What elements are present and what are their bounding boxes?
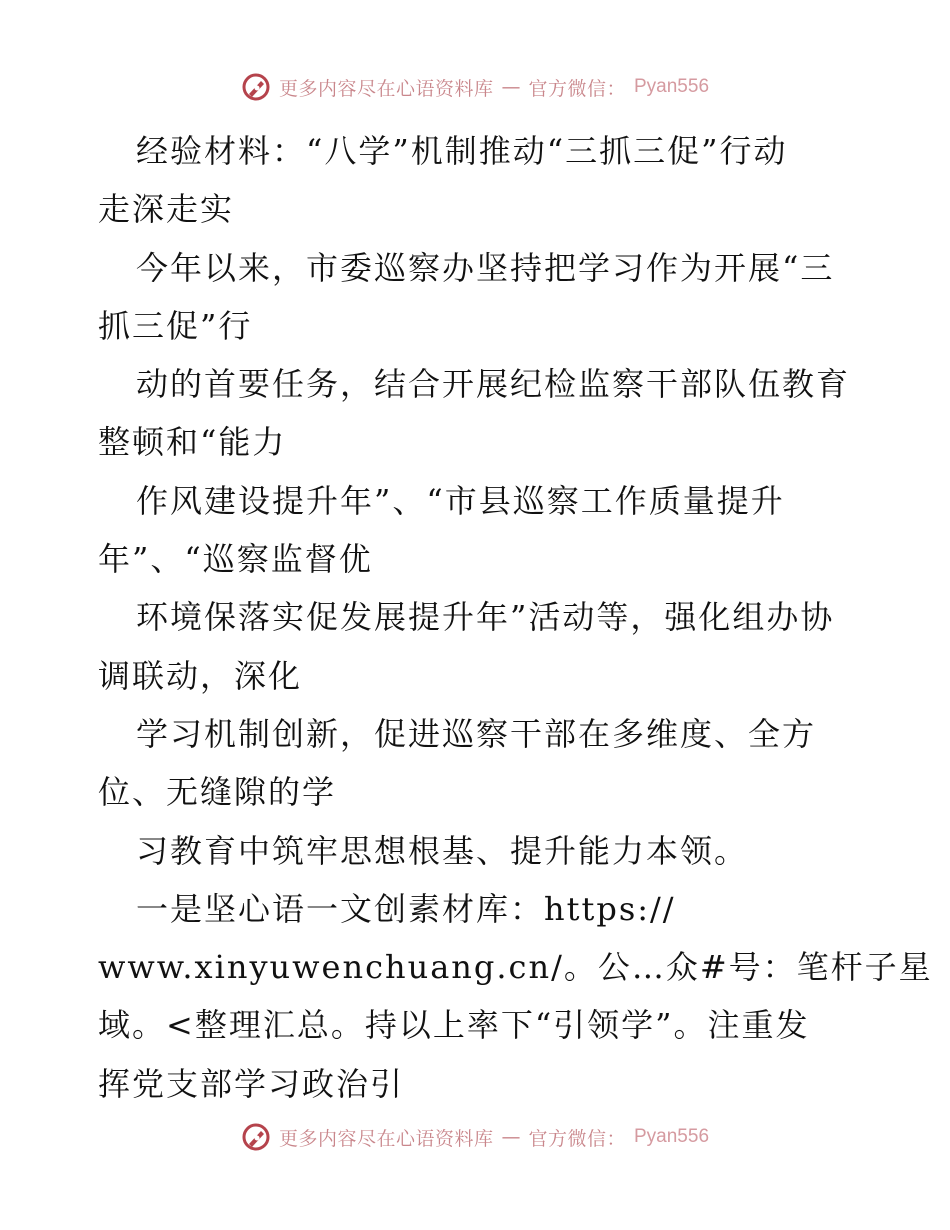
- text-line: 走深走实: [98, 190, 235, 229]
- watermark-suffix: 官方微信：: [528, 77, 626, 100]
- text-line: 年”、“巡察监督优: [98, 540, 373, 579]
- text-line: 学习机制创新，促进巡察干部在多维度、全方: [136, 714, 817, 753]
- text-line: 调联动，深化: [98, 656, 303, 695]
- text-line: 一是坚心语一文创素材库：https://: [136, 889, 676, 928]
- watermark-separator: —: [501, 1126, 521, 1148]
- footer-watermark: [0, 1122, 950, 1152]
- header-watermark: [0, 72, 950, 102]
- watermark-id: Pyan556: [634, 1126, 710, 1147]
- text-line: 域。<整理汇总。持以上率下“引领学”。注重发: [98, 1006, 810, 1045]
- text-line: 抓三促”行: [98, 306, 253, 345]
- watermark-suffix: 官方微信：: [528, 1127, 626, 1150]
- text-line: 环境保落实促发展提升年”活动等，强化组办协: [136, 598, 835, 637]
- watermark-text: 更多内容尽在心语资料库: [278, 1127, 494, 1150]
- watermark-separator: —: [501, 76, 521, 98]
- document-body: [98, 122, 933, 1113]
- text-line: 作风建设提升年”、“市县巡察工作质量提升: [136, 481, 785, 520]
- text-line: 动的首要任务，结合开展纪检监察干部队伍教育: [136, 365, 851, 404]
- pen-seal-icon: [241, 1122, 271, 1152]
- text-line: 习教育中筑牢思想根基、提升能力本领。: [136, 831, 749, 870]
- text-line: 位、无缝隙的学: [98, 773, 337, 812]
- text-line: www.xinyuwenchuang.cn/。公…众#号：笔杆子星: [98, 948, 933, 987]
- watermark-text: 更多内容尽在心语资料库: [278, 77, 494, 100]
- text-line: 挥党支部学习政治引: [98, 1064, 405, 1103]
- text-line: 经验材料：“八学”机制推动“三抓三促”行动: [136, 132, 788, 170]
- watermark-id: Pyan556: [634, 76, 710, 97]
- text-line: 整顿和“能力: [98, 423, 287, 462]
- pen-seal-icon: [241, 72, 271, 102]
- text-line: 今年以来，市委巡察办坚持把学习作为开展“三: [136, 248, 835, 287]
